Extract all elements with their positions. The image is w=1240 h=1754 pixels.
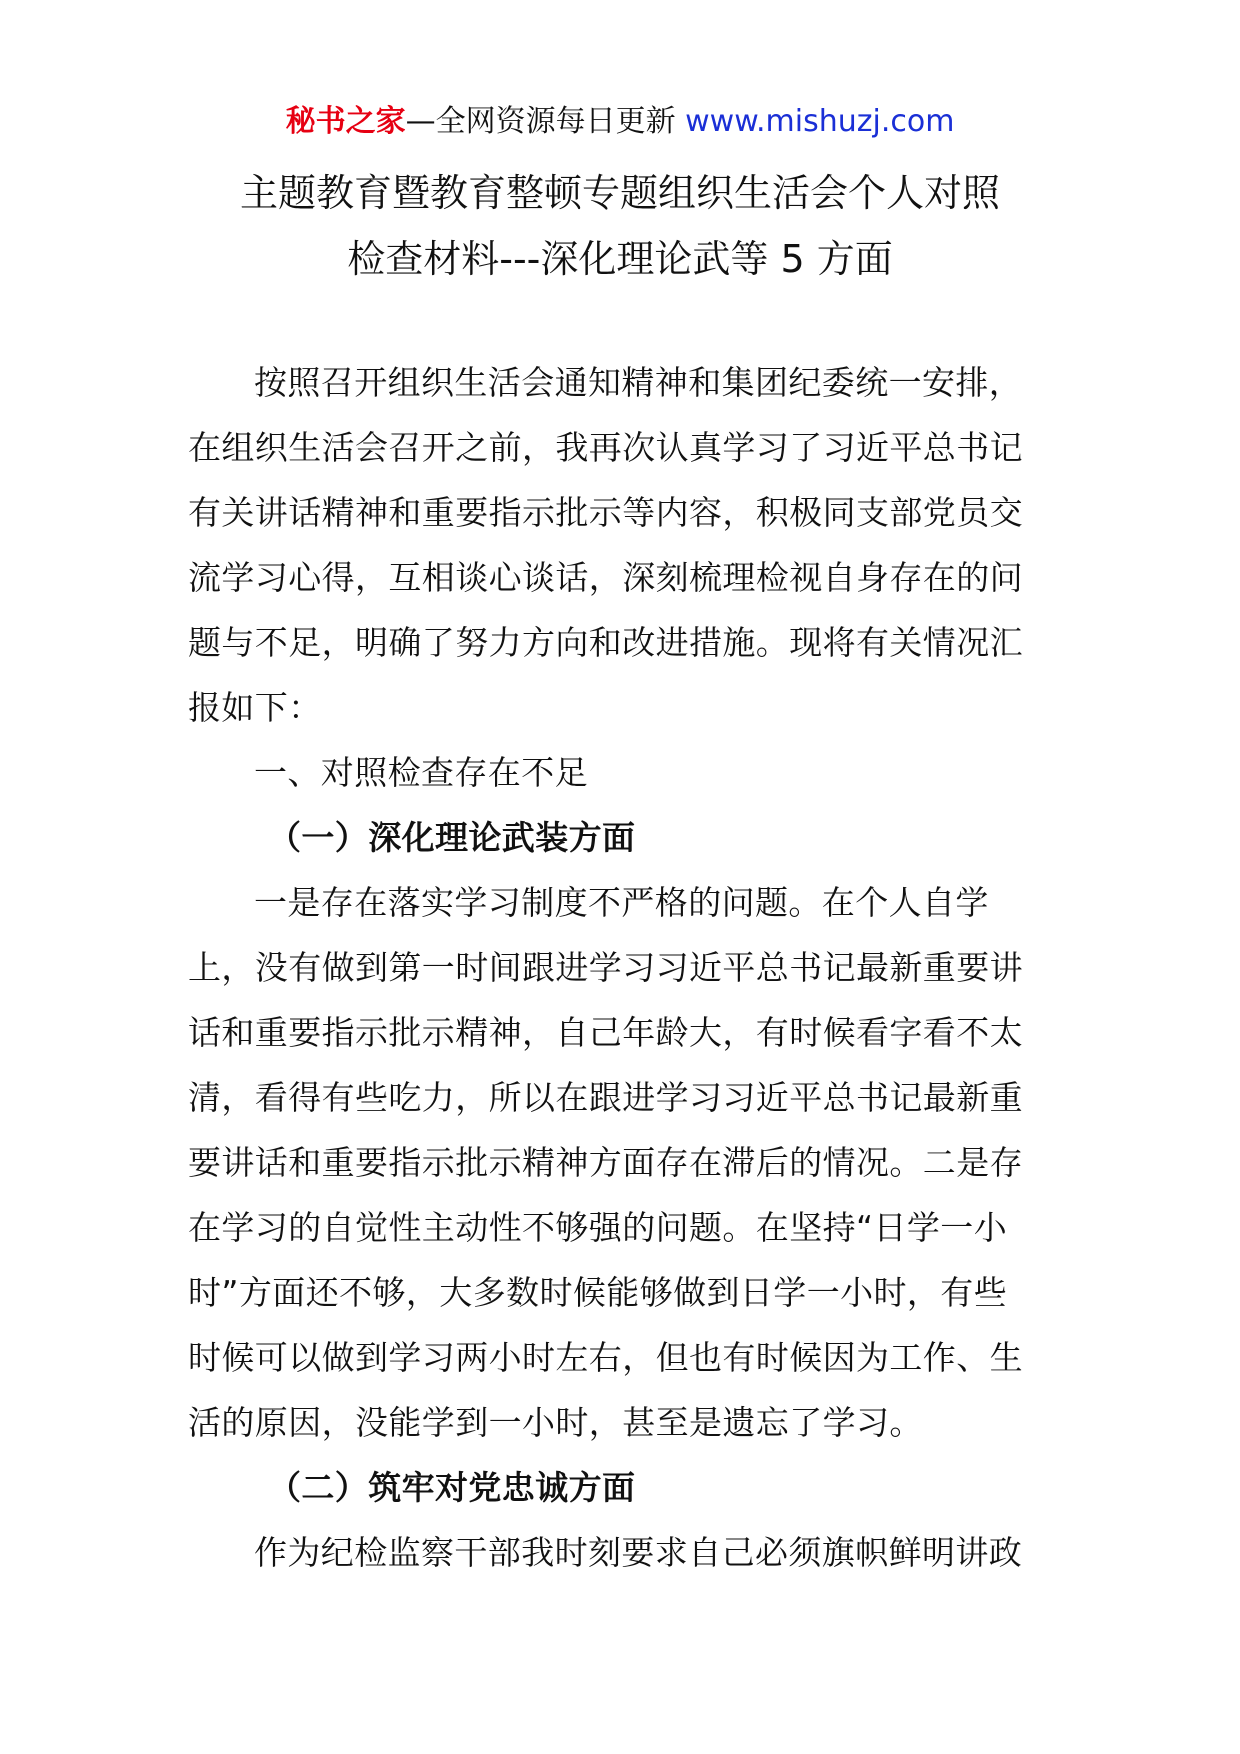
- paragraph-section-1-line: 时”方面还不够，大多数时候能够做到日学一小时，有些: [188, 1273, 1008, 1312]
- document-title: [120, 160, 1120, 292]
- site-tagline: —全网资源每日更新: [405, 104, 686, 139]
- paragraph-intro-line: 在组织生活会召开之前，我再次认真学习了习近平总书记: [188, 428, 1023, 467]
- site-header: [0, 100, 1240, 144]
- paragraph-section-1-line: 时候可以做到学习两小时左右，但也有时候因为工作、生: [188, 1338, 1023, 1377]
- document-title-line-1: 主题教育暨教育整顿专题组织生活会个人对照: [239, 171, 1000, 215]
- paragraph-intro-line: 题与不足，明确了努力方向和改进措施。现将有关情况汇: [188, 623, 1023, 662]
- site-url-link[interactable]: www.mishuzj.com: [685, 104, 955, 139]
- section-heading: 一、对照检查存在不足: [254, 753, 588, 792]
- paragraph-section-1-line: 一是存在落实学习制度不严格的问题。在个人自学: [254, 883, 989, 922]
- paragraph-section-1-line: 活的原因，没能学到一小时，甚至是遗忘了学习。: [188, 1403, 923, 1442]
- subsection-heading: （二）筑牢对党忠诚方面: [268, 1468, 636, 1507]
- subsection-heading: （一）深化理论武装方面: [268, 818, 636, 857]
- paragraph-intro-line: 有关讲话精神和重要指示批示等内容，积极同支部党员交: [188, 493, 1023, 532]
- paragraph-intro-line: 按照召开组织生活会通知精神和集团纪委统一安排，: [254, 363, 1023, 402]
- paragraph-section-1-line: 清，看得有些吃力，所以在跟进学习习近平总书记最新重: [188, 1078, 1023, 1117]
- paragraph-section-1-line: 话和重要指示批示精神，自己年龄大，有时候看字看不太: [188, 1013, 1023, 1052]
- brand-name: 秘书之家: [285, 104, 406, 139]
- paragraph-section-2-line: 作为纪检监察干部我时刻要求自己必须旗帜鲜明讲政: [254, 1533, 1023, 1572]
- paragraph-section-1-line: 在学习的自觉性主动性不够强的问题。在坚持“日学一小: [188, 1208, 1008, 1247]
- document-body: [188, 350, 1058, 1585]
- paragraph-intro-line: 报如下：: [188, 688, 322, 727]
- document-title-line-2: 检查材料---深化理论武等 5 方面: [347, 237, 893, 281]
- paragraph-section-1-line: 要讲话和重要指示批示精神方面存在滞后的情况。二是存: [188, 1143, 1023, 1182]
- paragraph-section-1-line: 上，没有做到第一时间跟进学习习近平总书记最新重要讲: [188, 948, 1023, 987]
- paragraph-intro-line: 流学习心得，互相谈心谈话，深刻梳理检视自身存在的问: [188, 558, 1023, 597]
